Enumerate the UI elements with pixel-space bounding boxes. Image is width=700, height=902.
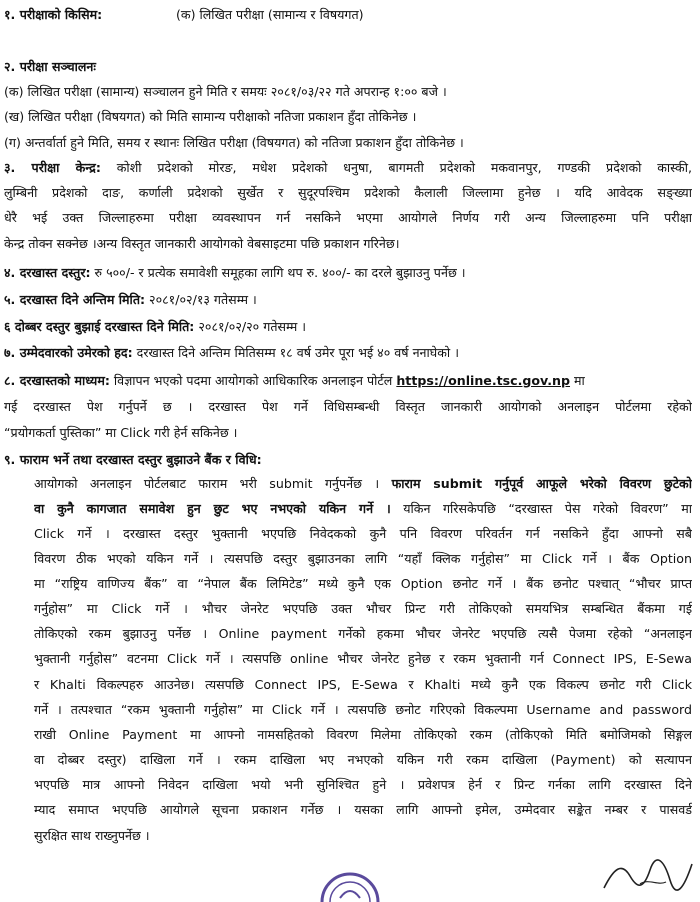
s4-heading: ४. दरखास्त दस्तुर:	[4, 265, 91, 280]
s7-line: ७. उम्मेदवारको उमेरको हद: दरखास्त दिने अन्तिम मितिसम्म १८ वर्ष उमेर पूरा भई ४० वर्ष ननाघेको ।	[4, 345, 459, 360]
s3-line-2: लुम्बिनी प्रदेशको दाङ, कर्णाली प्रदेशको सुर्खेत र सुदूरपश्चिम प्रदेशको कैलाली जिल्लामा हुनेछ । यदि आवेदक सङ्ख्या	[4, 185, 692, 200]
s1-heading: १. परीक्षाको किसिम:	[4, 7, 103, 22]
s9-line-4: विवरण ठीक भएको यकिन गर्ने । त्यसपछि दस्तुर बुझाउनका लागि “यहाँ क्लिक गर्नुहोस” मा Click गर्ने । बैंक Option	[34, 551, 692, 566]
s2-item-ga: (ग) अन्तर्वार्ता हुने मिति, समय र स्थानः लिखित परीक्षा (विषयगत) को नतिजा प्रकाशन हुँदा तोकिनेछ ।	[4, 135, 464, 150]
s5-line: ५. दरखास्त दिने अन्तिम मिति: २०८१/०२/१३ गतेसम्म ।	[4, 292, 257, 307]
tsc-portal-link[interactable]: https://online.tsc.gov.np	[396, 373, 571, 388]
s1-line-1	[4, 6, 692, 24]
s9-line-10: गर्ने । तत्पश्चात “रकम भुक्तानी गर्नुहोस” मा Click गर्ने । त्यसपछि छनोट गरिएको विकल्पमा Username and password	[34, 702, 692, 717]
s9-line-12: वा दोब्बर दस्तुर) दाखिला गर्ने । रकम दाखिला भए नभएको यकिन गरी रकम दाखिला (Payment) को सत्यापन	[34, 752, 692, 767]
s6-heading: ६ दोब्बर दस्तुर बुझाई दरखास्त दिने मिति:	[4, 319, 195, 334]
s3-line-1: ३. परीक्षा केन्द्र: कोशी प्रदेशको मोरङ, मधेश प्रदेशको धनुषा, बागमती प्रदेशको मकवानपुर, गण्डकी प्रदेशको कास्की,	[4, 160, 692, 175]
s8-line-2: गई दरखास्त पेश गर्नुपर्ने छ । दरखास्त पेश गर्ने विधिसम्बन्धी विस्तृत जानकारी आयोगको अनलाइन पोर्टलमा रहेको	[4, 399, 692, 414]
s9-line-15: सुरक्षित साथ राख्नुपर्नेछ ।	[34, 828, 150, 843]
s9-line-6: गर्नुहोस” मा Click गर्ने । भौचर जेनरेट भएपछि उक्त भौचर प्रिन्ट गरी तोकिएको समयभित्र सम्बन्धित बैंकमा गई	[34, 601, 692, 616]
s9-line-14: म्याद समाप्त भएपछि आयोगले सूचना प्रकाशन गर्नेछ । यसका लागि आफ्नो इमेल, उम्मेदवार सङ्केत नम्बर र पासवर्ड	[34, 802, 692, 817]
s2-item-kha: (ख) लिखित परीक्षा (विषयगत) को मिति सामान्य परीक्षाको नतिजा प्रकाशन हुँदा तोकिनेछ ।	[4, 109, 417, 124]
s9-line-2: वा कुनै कागजात समावेश हुन छुट भए नभएको यकिन गर्ने । यकिन गरिसकेपछि “दरखास्त पेस गरेको विवरण” मा	[34, 501, 692, 516]
s9-line-7: तोकिएको रकम बुझाउनु पर्नेछ । Online payment गर्नेको हकमा भौचर जेनरेट भएपछि त्यसै पेजमा रहेको “अनलाइन	[34, 626, 692, 641]
s4-line: ४. दरखास्त दस्तुर: रु ५००/- र प्रत्येक समावेशी समूहका लागि थप रु. ४००/- का दरले बुझाउनु पर्नेछ ।	[4, 265, 466, 280]
official-seal-icon	[318, 862, 382, 902]
s9-line-3: Click गर्ने । दरखास्त दस्तुर भुक्तानी भएपछि निवेदकको कुनै पनि विवरण परिवर्तन गर्न नसकिने हुँदा आफ्नो सबै	[34, 526, 692, 541]
s8-line-1: ८. दरखास्तको माध्यम: विज्ञापन भएको पदमा आयोगको आधिकारिक अनलाइन पोर्टल https://online.tsc.gov.np मा	[4, 373, 585, 388]
s9-line-13: भएपछि मात्र आफ्नो निवेदन दाखिला भयो भनी सुनिश्चित हुने । प्रवेशपत्र हेर्न र प्रिन्ट गर्नका लागि दरखास्त दिने	[34, 777, 692, 792]
signature-icon	[600, 858, 696, 892]
s9-line-9: र Khalti विकल्पहरु आउनेछ। त्यसपछि Connect IPS, E-Sewa र Khalti मध्ये कुनै एक विकल्प छनोट गरी Click	[34, 677, 692, 692]
s3-line-4: केन्द्र तोक्न सक्नेछ ।अन्य विस्तृत जानकारी आयोगको वेबसाइटमा पछि प्रकाशन गरिनेछ।	[4, 236, 400, 251]
s6-line: ६ दोब्बर दस्तुर बुझाई दरखास्त दिने मिति: २०८१/०२/२० गतेसम्म ।	[4, 319, 307, 334]
s9-line-8: भुक्तानी गर्नुहोस” वटनमा Click गर्ने । त्यसपछि online भौचर जेनरेट हुनेछ र रकम भुक्तानी गर्न Connect IPS, E-Sewa	[34, 651, 692, 666]
s1-item-ka: (क) लिखित परीक्षा (सामान्य र विषयगत)	[176, 7, 364, 22]
s7-heading: ७. उम्मेदवारको उमेरको हद:	[4, 345, 133, 360]
s3-line-3: धेरै भई उक्त जिल्लाहरुमा परीक्षा व्यवस्थापन गर्न नसकिने भएमा आयोगले निर्णय गरी अन्य जिल्लाहरुमा पनि परीक्षा	[4, 210, 692, 225]
s2-item-ka: (क) लिखित परीक्षा (सामान्य) सञ्चालन हुने मिति र समयः २०८१/०३/२२ गते अपरान्ह १:०० बजे ।	[4, 84, 447, 99]
s9-line-5: मा “राष्ट्रिय वाणिज्य बैंक” वा “नेपाल बैंक लिमिटेड” मध्ये कुनै एक Option छनोट गर्ने । बैंक छनोट पश्चात् “भौचर प्राप्त	[34, 576, 692, 591]
s9-line-11: राखी Online Payment मा आफ्नो नामसहितको विवरण मिलेमा तोकिएको रकम (तोकिएको मिति बमोजिमको सिङ्गल	[34, 727, 692, 742]
s8-heading: ८. दरखास्तको माध्यम:	[4, 373, 110, 388]
s9-heading: ९. फाराम भर्ने तथा दरखास्त दस्तुर बुझाउने बैंक र विधि:	[4, 452, 262, 467]
s2-heading: २. परीक्षा सञ्चालनः	[4, 59, 96, 74]
s3-heading: ३. परीक्षा केन्द्र:	[4, 160, 101, 175]
s5-heading: ५. दरखास्त दिने अन्तिम मिति:	[4, 292, 146, 307]
s8-line-3: “प्रयोगकर्ता पुस्तिका” मा Click गरी हेर्न सकिनेछ ।	[4, 425, 238, 440]
s9-line-1: आयोगको अनलाइन पोर्टलबाट फाराम भरी submit गर्नुपर्नेछ । फाराम submit गर्नुपूर्व आफूले भरेको विवरण छुटेको	[34, 476, 692, 491]
